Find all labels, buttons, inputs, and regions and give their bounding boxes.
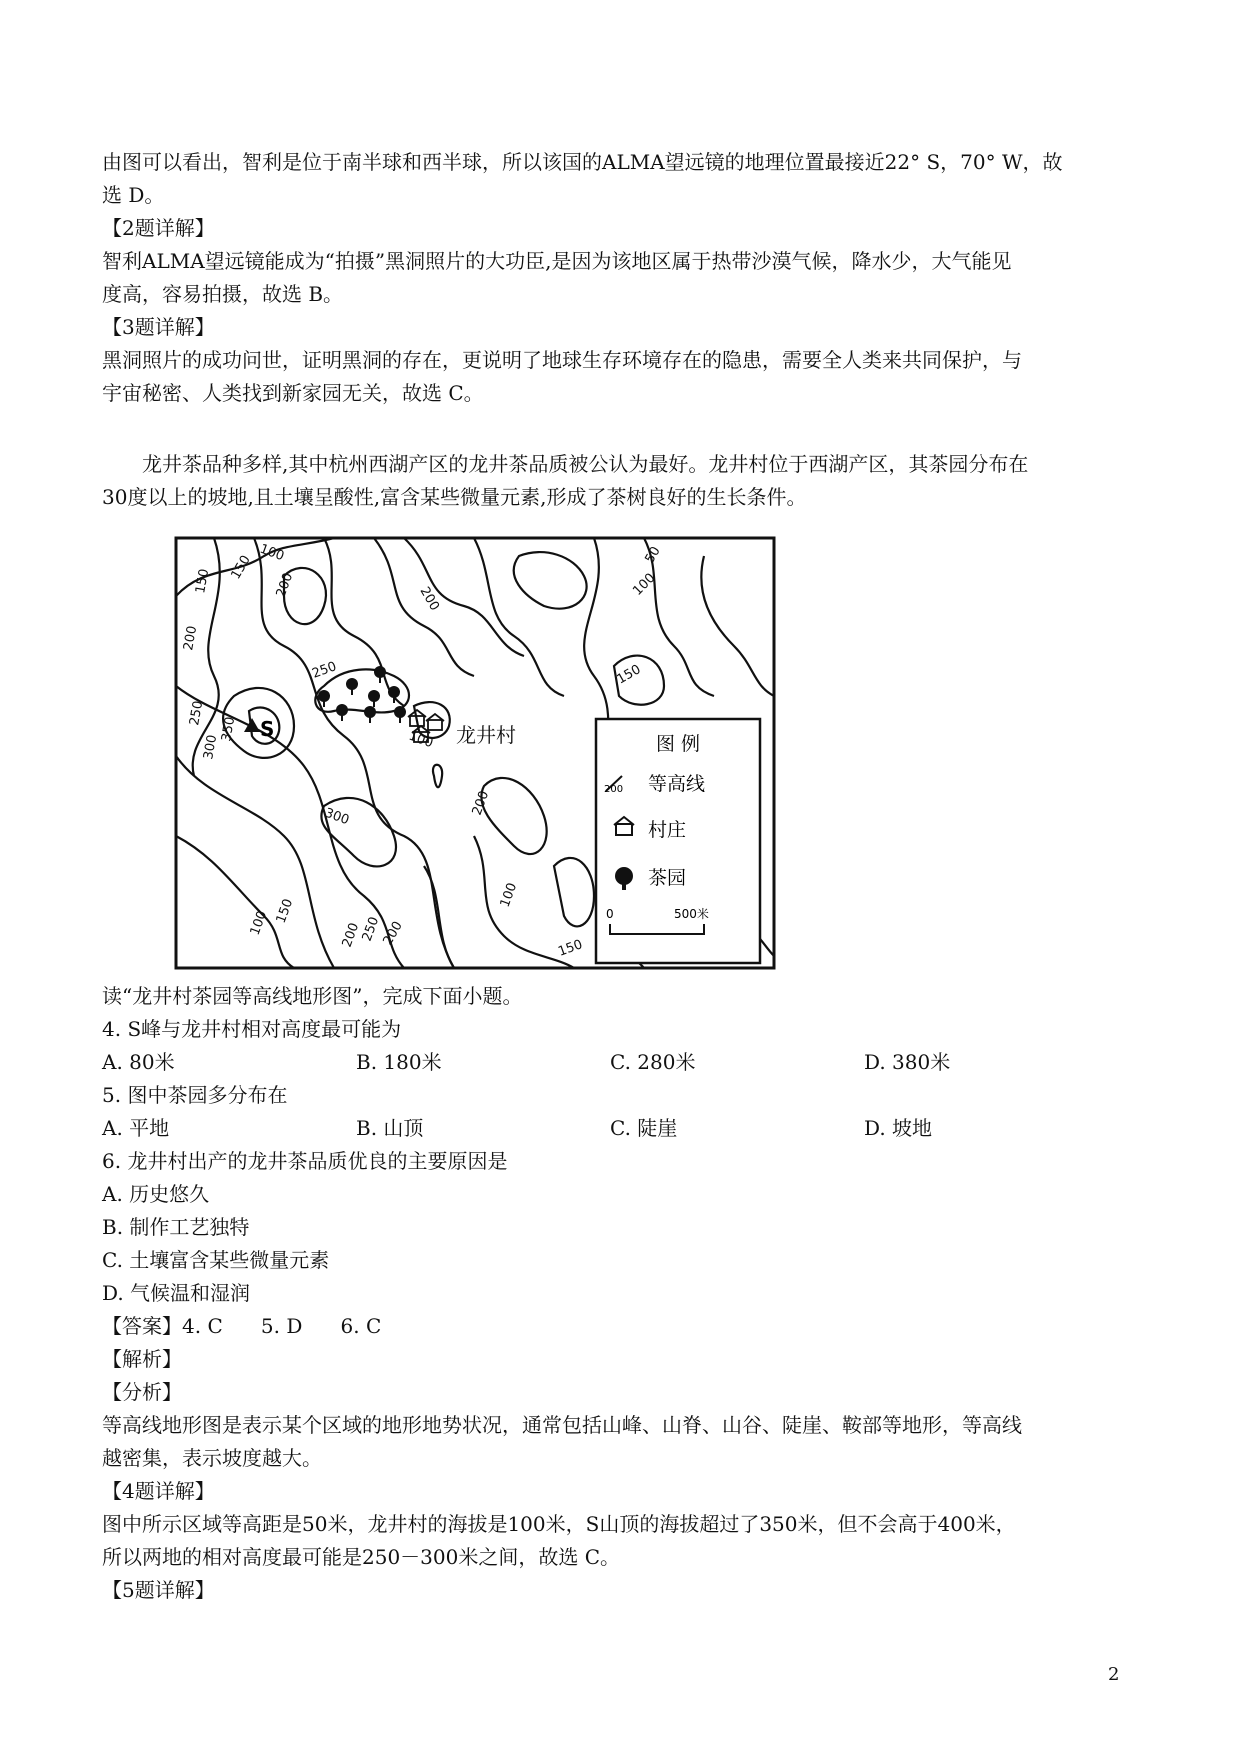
contour-label: 150 [193,567,213,595]
legend-scale-end: 500米 [674,907,709,921]
peak-label: S [260,717,275,741]
text-line: 黑洞照片的成功问世，证明黑洞的存在，更说明了地球生存环境存在的隐患，需要全人类来共同保护，与 [102,348,1022,372]
question-options [102,1112,1138,1145]
legend-tea-label: 茶园 [648,867,687,889]
village-name-label: 龙井村 [456,723,516,747]
map-legend [596,719,760,963]
option-c: C. 280米 [610,1050,696,1074]
legend-contour-label: 等高线 [648,773,706,795]
text-line: 图中所示区域等高距是50米，龙井村的海拔是100米，S山顶的海拔超过了350米，但不会高于400米， [102,1512,1016,1536]
option-b: B. 180米 [356,1050,442,1074]
legend-box [596,719,760,963]
contour-label: 250 [187,699,207,727]
intro-line: 30度以上的坡地,且土壤呈酸性,富含某些微量元素,形成了茶树良好的生长条件。 [102,485,807,509]
text-line: 等高线地形图是表示某个区域的地形地势状况，通常包括山峰、山脊、山谷、陡崖、鞍部等地形，等高线 [102,1413,1022,1437]
contour-label: 200 [469,788,493,818]
section-heading: 【3题详解】 [102,315,215,339]
legend-contour-value: 200 [604,784,624,795]
spacer [102,410,1138,448]
text-line: 所以两地的相对高度最可能是250－300米之间，故选 C。 [102,1545,621,1569]
legend-village-label: 村庄 [648,819,687,841]
contour-label: 100 [257,541,287,565]
question-stem: 6. 龙井村出产的龙井茶品质优良的主要原因是 [102,1149,508,1173]
contour-label: 150 [228,552,254,582]
question-stem: 5. 图中茶园多分布在 [102,1083,288,1107]
option-d: D. 380米 [864,1050,951,1074]
question-stem: 4. S峰与龙井村相对高度最可能为 [102,1017,402,1041]
contour-label: 200 [339,920,363,950]
text-line: 宇宙秘密、人类找到新家园无关，故选 C。 [102,381,484,405]
option-d: D. 坡地 [864,1116,933,1140]
text-line: 由图可以看出，智利是位于南半球和西半球，所以该国的ALMA望远镜的地理位置最接近22° S，70° W，故 [102,150,1063,174]
text-line: 选 D。 [102,183,165,207]
contour-label: 250 [310,659,339,682]
answer-line: 【答案】4. C 5. D 6. C [102,1314,382,1338]
contour-label: 200 [273,570,297,600]
option-b: B. 制作工艺独特 [102,1215,250,1239]
option-a: A. 平地 [102,1116,170,1140]
document-body [102,146,1138,1607]
contour-label: 350 [219,715,239,743]
option-a: A. 历史悠久 [102,1182,210,1206]
section-heading: 【5题详解】 [102,1578,215,1602]
section-heading: 【解析】 [102,1347,182,1371]
contour-label: 150 [614,662,644,688]
contour-label: 100 [247,908,271,938]
contour-label: 200 [416,584,442,614]
option-d: D. 气候温和湿润 [102,1281,251,1305]
reading-instruction: 读“龙井村茶园等高线地形图”，完成下面小题。 [102,984,523,1008]
contour-label: 300 [322,805,352,829]
option-c: C. 土壤富含某些微量元素 [102,1248,330,1272]
section-heading: 【4题详解】 [102,1479,215,1503]
contour-label: 150 [273,896,297,926]
contour-map-figure [174,536,780,972]
text-line: 智利ALMA望远镜能成为“拍摄”黑洞照片的大功臣,是因为该地区属于热带沙漠气候，降水少，大气能见 [102,249,1012,273]
option-c: C. 陡崖 [610,1116,678,1140]
contour-label: 200 [181,624,201,652]
text-line: 越密集，表示坡度越大。 [102,1446,322,1470]
contour-map [174,536,780,972]
option-b: B. 山顶 [356,1116,424,1140]
contour-label: 250 [359,914,383,944]
contour-label: 200 [380,918,406,948]
contour-label: 50 [642,544,664,566]
contour-label: 300 [201,733,221,761]
legend-scale-zero: 0 [606,907,614,921]
intro-line: 龙井茶品种多样,其中杭州西湖产区的龙井茶品质被公认为最好。龙井村位于西湖产区，其茶园分布在 [142,452,1029,476]
contour-label: 100 [630,570,659,599]
question-options [102,1046,1138,1079]
section-heading: 【2题详解】 [102,216,215,240]
contour-label: 100 [406,728,436,752]
section-heading: 【分析】 [102,1380,182,1404]
contour-label: 100 [497,880,521,910]
option-a: A. 80米 [102,1050,175,1074]
contour-label: 150 [556,937,585,960]
page-number: 2 [1108,1664,1120,1685]
text-line: 度高，容易拍摄，故选 B。 [102,282,344,306]
legend-title: 图 例 [655,733,701,755]
